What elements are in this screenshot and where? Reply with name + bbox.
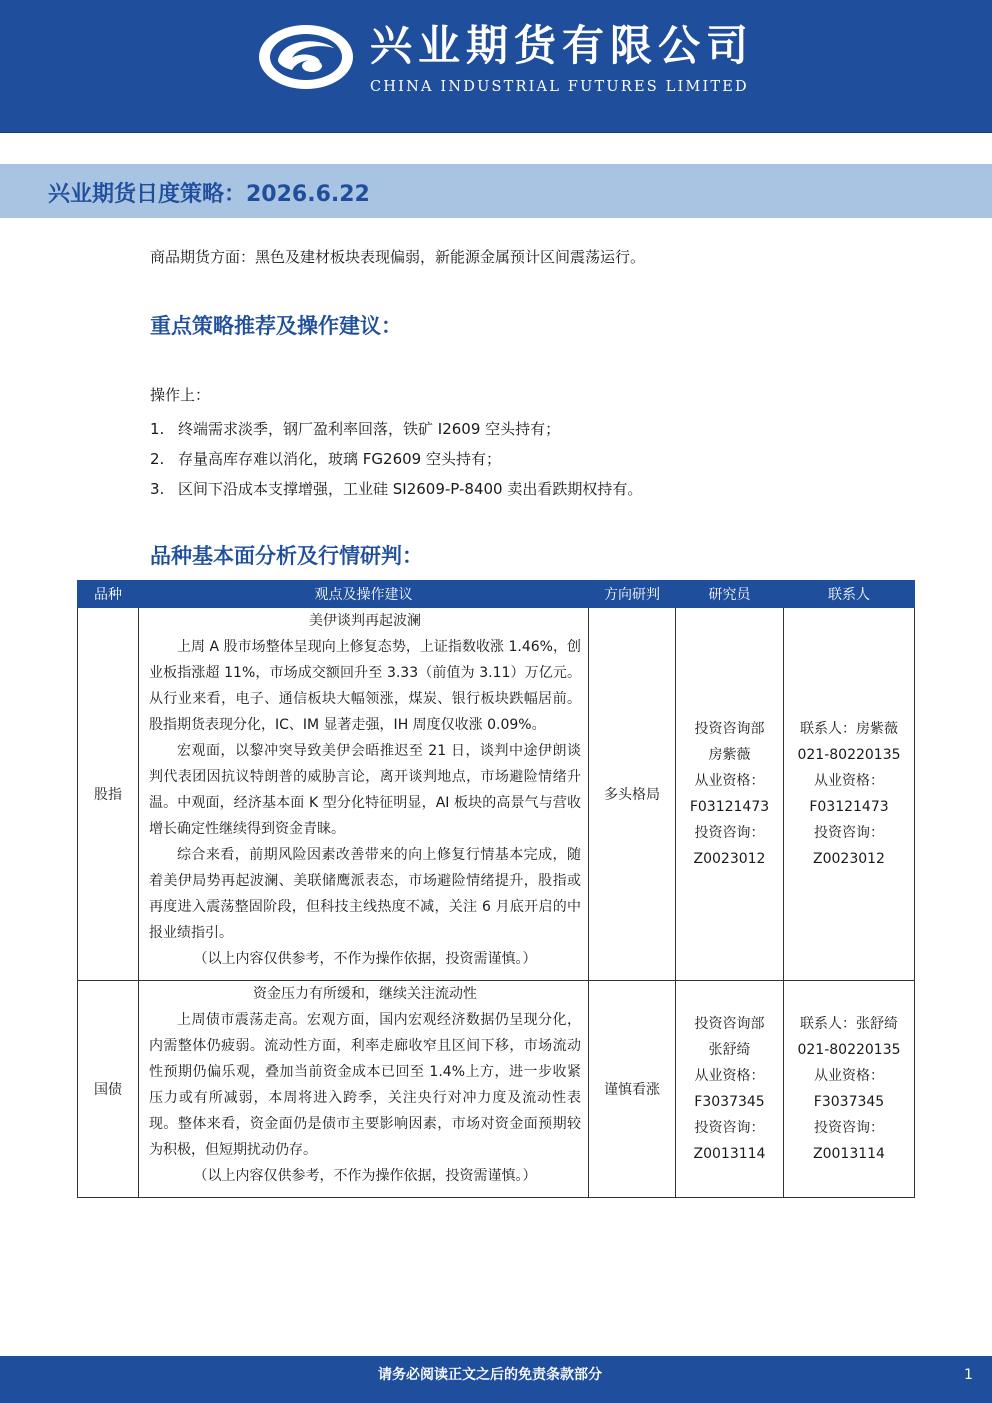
ops-label: 操作上： [150,386,211,404]
analysis-disclaimer: （以上内容仅供参考，不作为操作依据，投资需谨慎。） [193,1168,537,1184]
contact-cell: 联系人：房紫薇 021-80220135 从业资格： F03121473 投资咨询： Z0023012 [784,608,915,981]
company-name-en: CHINA INDUSTRIAL FUTURES LIMITED [370,79,749,95]
contact-cell: 联系人：张舒绮 021-80220135 从业资格： F3037345 投资咨询： Z0013114 [784,981,915,1198]
analysis-subtitle: 资金压力有所缓和，继续关注流动性 [253,986,477,1002]
header-contact: 联系人 [784,581,915,608]
analysis-disclaimer: （以上内容仅供参考，不作为操作依据，投资需谨慎。） [193,951,537,967]
company-logo-icon [256,22,356,92]
table-header-row [78,581,915,608]
analysis-subtitle: 美伊谈判再起波澜 [309,613,421,629]
analysis-paragraph: 上周债市震荡走高。宏观方面，国内宏观经济数据仍呈现分化，内需整体仍疲弱。流动性方面，利率走廊收窄且区间下移，市场流动性预期仍偏乐观，叠加当前资金成本已回至 1.4%上方，进一步收紧压力或有所减弱，本周将进入跨季，关注央行对冲力度及流动性表现。整体来看，资金面仍是债市主要影响因素，市场对资金面预期较为积极，但短期扰动仍存。 [149,1012,581,1158]
header-view: 观点及操作建议 [139,581,589,608]
variety-cell: 股指 [78,608,139,981]
researcher-cell: 投资咨询部 房紫薇 从业资格： F03121473 投资咨询： Z0023012 [676,608,784,981]
list-item: 1. 终端需求淡季，钢厂盈利率回落，铁矿 I2609 空头持有； [150,420,561,438]
page-number: 1 [964,1367,973,1383]
header-researcher: 研究员 [676,581,784,608]
ops-list [150,414,870,504]
section-heading-strategy: 重点策略推荐及操作建议： [150,314,402,338]
direction-cell: 多头格局 [589,608,676,981]
analysis-paragraph: 综合来看，前期风险因素改善带来的向上修复行情基本完成，随着美伊局势再起波澜、美联储鹰派表态，市场避险情绪提升，股指或再度进入震荡整固阶段，但科技主线热度不减，关注 6 月底开启的中报业绩指引。 [149,847,581,941]
analysis-cell [139,981,589,1198]
section-heading-analysis: 品种基本面分析及行情研判： [150,544,423,568]
analysis-cell [139,608,589,981]
researcher-cell: 投资咨询部 张舒绮 从业资格： F3037345 投资咨询： Z0013114 [676,981,784,1198]
page-title: 兴业期货日度策略：2026.6.22 [48,182,370,207]
footer-disclaimer-link: 请务必阅读正文之后的免责条款部分 [378,1367,602,1383]
analysis-table [77,580,915,1198]
list-item: 2. 存量高库存难以消化，玻璃 FG2609 空头持有； [150,450,501,468]
list-item: 3. 区间下沿成本支撑增强，工业硅 SI2609-P-8400 卖出看跌期权持有。 [150,480,643,498]
analysis-paragraph: 上周 A 股市场整体呈现向上修复态势，上证指数收涨 1.46%，创业板指涨超 11%，市场成交额回升至 3.33（前值为 3.11）万亿元。从行业来看，电子、通信板块大幅领涨，煤炭、银行板块跌幅居前。股指期货表现分化，IC、IM 显著走强，IH 周度仅收涨 0.09%。 [149,639,581,733]
table-row [78,608,915,981]
company-name-cn: 兴业期货有限公司 [370,21,755,70]
variety-cell: 国债 [78,981,139,1198]
table-row [78,981,915,1198]
header-direction: 方向研判 [589,581,676,608]
header-variety: 品种 [78,581,139,608]
summary-text: 商品期货方面：黑色及建材板块表现偏弱，新能源金属预计区间震荡运行。 [150,248,646,266]
direction-cell: 谨慎看涨 [589,981,676,1198]
analysis-paragraph: 宏观面，以黎冲突导致美伊会晤推迟至 21 日，谈判中途伊朗谈判代表团因抗议特朗普的威胁言论，离开谈判地点，市场避险情绪升温。中观面，经济基本面 K 型分化特征明显，AI 板块的高景气与营收增长确定性继续得到资金青睐。 [149,743,581,837]
